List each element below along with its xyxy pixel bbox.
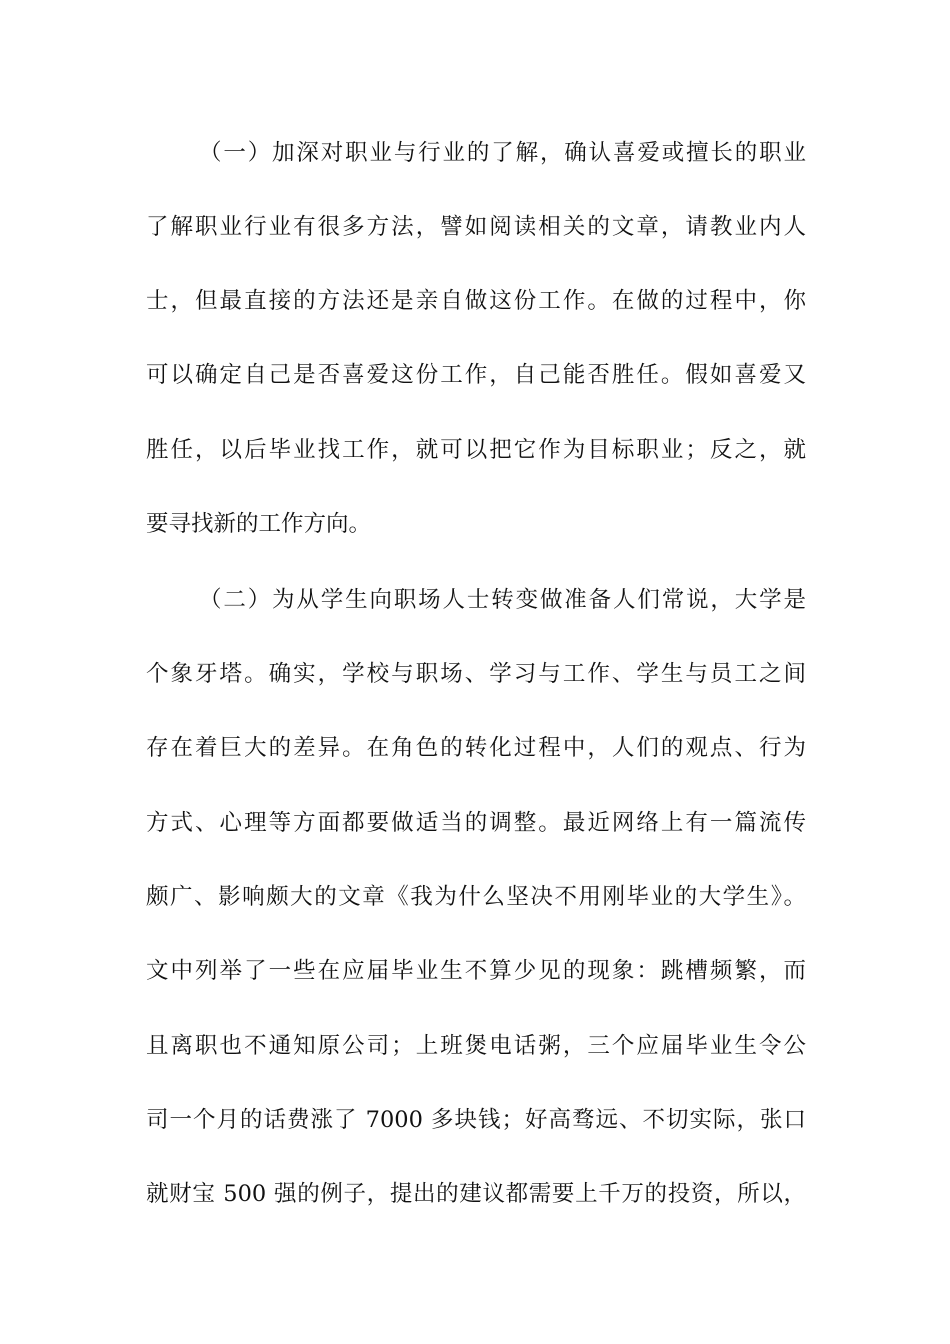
paragraph-line: 文中列举了一些在应届毕业生不算少见的现象：跳槽频繁，而 (146, 958, 806, 984)
paragraph-line: 个象牙塔。确实，学校与职场、学习与工作、学生与员工之间 (146, 661, 806, 687)
paragraph-line: 司一个月的话费涨了 7000 多块钱；好高骛远、不切实际，张口 (146, 1107, 806, 1133)
paragraph-line: 要寻找新的工作方向。 (146, 511, 372, 537)
paragraph-line: 可以确定自己是否喜爱这份工作，自己能否胜任。假如喜爱又 (146, 362, 806, 388)
paragraph-line: 存在着巨大的差异。在角色的转化过程中，人们的观点、行为 (146, 735, 806, 761)
paragraph-line: 颇广、影响颇大的文章《我为什么坚决不用刚毕业的大学生》。 (146, 884, 806, 910)
section-heading-1: （一）加深对职业与行业的了解，确认喜爱或擅长的职业 (199, 140, 806, 166)
paragraph-line: 士，但最直接的方法还是亲自做这份工作。在做的过程中，你 (146, 288, 806, 314)
paragraph-line: 就财宝 500 强的例子，提出的建议都需要上千万的投资，所以， (146, 1181, 806, 1207)
paragraph-line: 胜任，以后毕业找工作，就可以把它作为目标职业；反之，就 (146, 437, 806, 463)
section-heading-2: （二）为从学生向职场人士转变做准备人们常说，大学是 (199, 587, 806, 613)
paragraph-line: 且离职也不通知原公司；上班煲电话粥，三个应届毕业生令公 (146, 1033, 806, 1059)
paragraph-line: 了解职业行业有很多方法，譬如阅读相关的文章，请教业内人 (146, 214, 806, 240)
paragraph-line: 方式、心理等方面都要做适当的调整。最近网络上有一篇流传 (146, 810, 806, 836)
